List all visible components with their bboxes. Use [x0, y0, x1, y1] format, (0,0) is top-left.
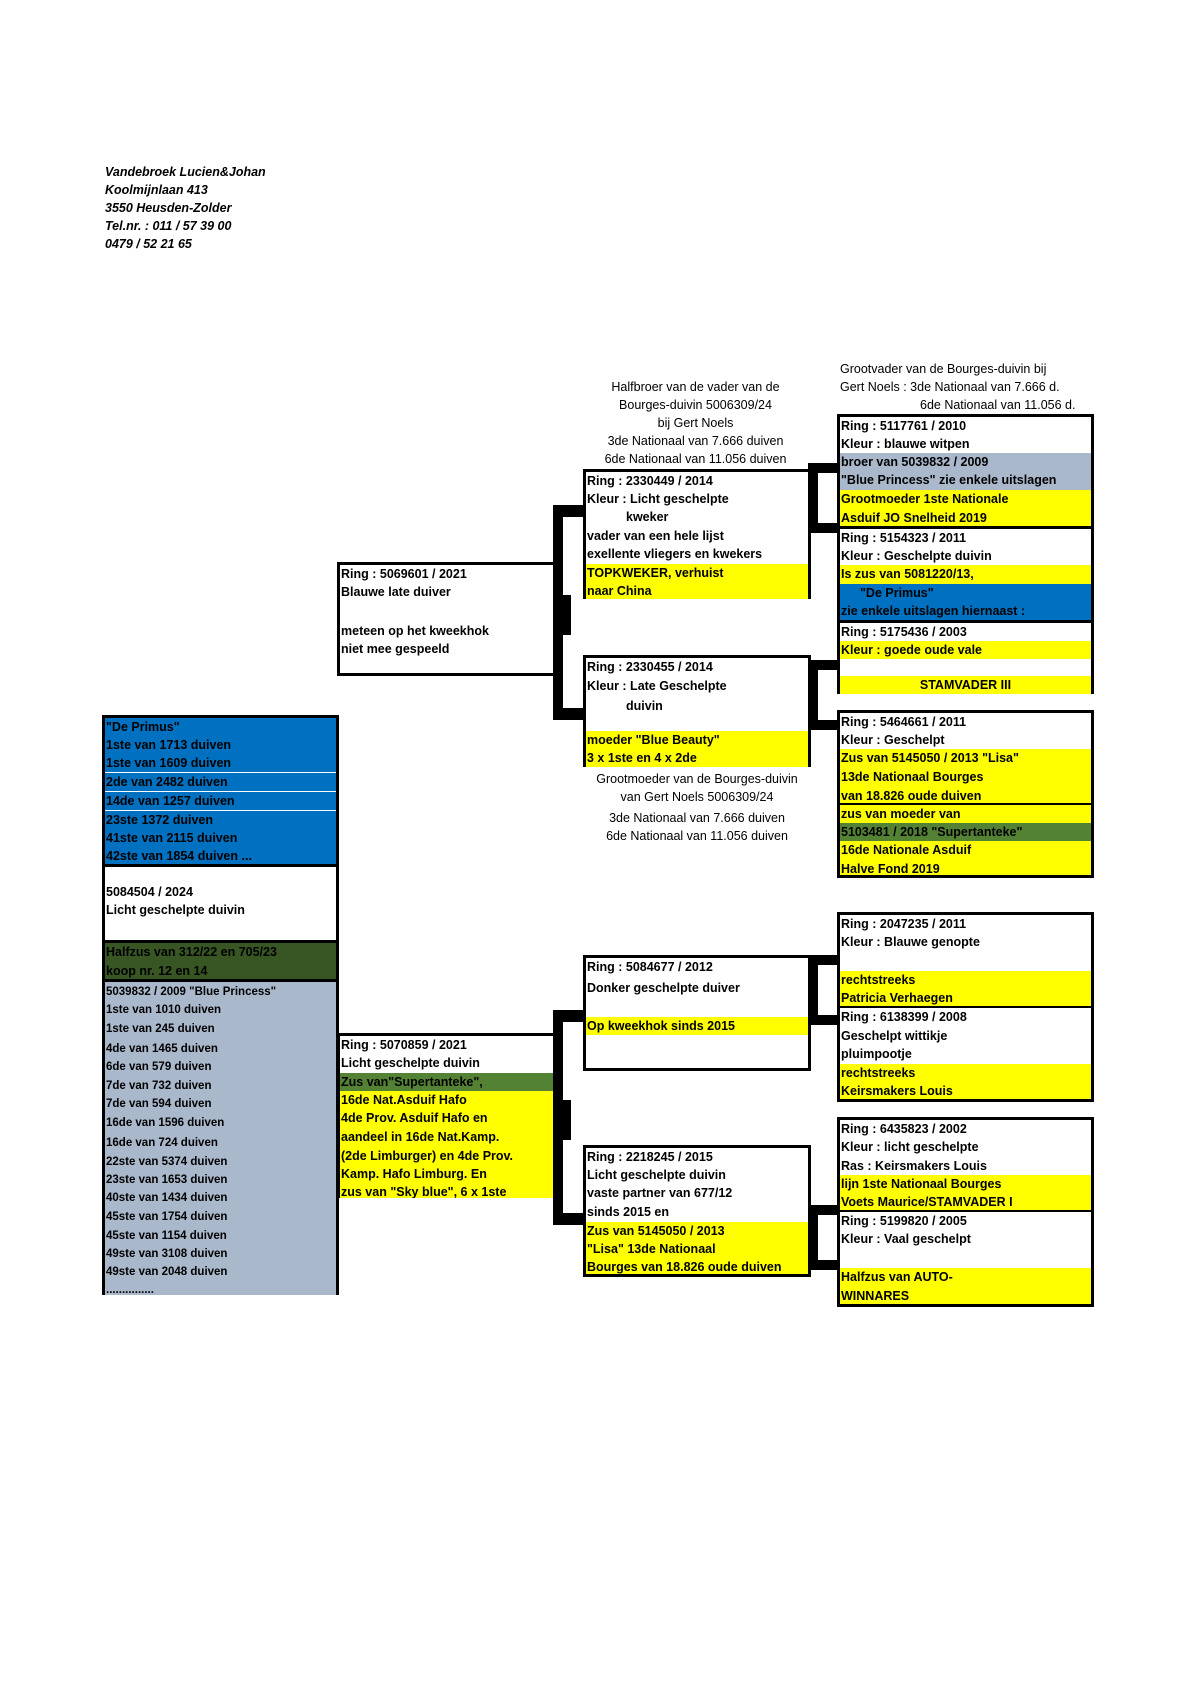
- ggp4-line: 13de Nationaal Bourges: [840, 768, 1091, 787]
- ggp4-line: 5103481 / 2018 "Supertanteke": [840, 823, 1091, 841]
- ggp2-line: Is zus van 5081220/13,: [840, 565, 1091, 584]
- relative-result: 45ste van 1154 duiven: [106, 1230, 227, 1242]
- note-line: van Gert Noels 5006309/24: [620, 790, 774, 804]
- gm2-line: "Lisa" 13de Nationaal: [586, 1240, 808, 1258]
- gm1-color: Kleur : Late Geschelpte: [587, 679, 727, 693]
- connector: [808, 1205, 840, 1215]
- subject-result: 23ste 1372 duiven: [105, 811, 336, 829]
- note-line: 6de Nationaal van 11.056 d.: [920, 398, 1076, 412]
- father-note: niet mee gespeeld: [341, 642, 450, 656]
- subject-result: 14de van 1257 duiven: [105, 792, 336, 810]
- father-note: meteen op het kweekhok: [341, 624, 489, 638]
- ggp4-line: van 18.826 oude duiven: [840, 787, 1091, 803]
- ggp8-ring: Ring : 5199820 / 2005: [841, 1214, 967, 1228]
- relative-result: 49ste van 2048 duiven: [106, 1266, 228, 1278]
- ggp6-color: pluimpootje: [841, 1047, 912, 1061]
- ggp2-line: "De Primus": [840, 584, 1091, 602]
- connector: [808, 660, 840, 670]
- ggp2-ring: Ring : 5154323 / 2011: [841, 531, 967, 545]
- relative-result: 49ste van 3108 duiven: [106, 1248, 228, 1260]
- ggp1-line: Asduif JO Snelheid 2019: [840, 509, 1091, 526]
- grandmother-paternal-card: [583, 655, 811, 767]
- note-line: 6de Nationaal van 11.056 duiven: [604, 452, 787, 466]
- ggp7-line: Ras : Keirsmakers Louis: [841, 1159, 987, 1173]
- gm2-color: Licht geschelpte duivin: [587, 1168, 726, 1182]
- gf1-color: kweker: [626, 510, 669, 524]
- gf1-color: Kleur : Licht geschelpte: [587, 492, 729, 506]
- ggp6-line: Keirsmakers Louis: [840, 1082, 1091, 1099]
- ggp1-line: "Blue Princess" zie enkele uitslagen: [840, 471, 1091, 490]
- connector: [553, 1213, 585, 1225]
- note-line: Gert Noels : 3de Nationaal van 7.666 d.: [840, 380, 1060, 394]
- connector: [808, 720, 840, 730]
- connector: [808, 523, 840, 533]
- mother-line: 4de Prov. Asduif Hafo en: [340, 1109, 553, 1128]
- gm1-line: moeder "Blue Beauty": [586, 731, 808, 749]
- ggp8-line: WINNARES: [840, 1287, 1091, 1304]
- ggp1-note: [840, 360, 1100, 414]
- grandmother-maternal-card: [583, 1145, 811, 1277]
- mother-ring: Ring : 5070859 / 2021: [341, 1038, 467, 1052]
- subject-result: 41ste van 2115 duiven: [105, 829, 336, 847]
- subject-color: Licht geschelpte duivin: [106, 903, 245, 917]
- subject-card: [102, 715, 339, 1295]
- ggp8-color: Kleur : Vaal geschelpt: [841, 1232, 971, 1246]
- relative-result: 1ste van 1010 duiven: [106, 1004, 222, 1016]
- gf1-line: vader van een hele lijst: [587, 529, 724, 543]
- grandfather-paternal-card: [583, 469, 811, 599]
- owner-mobile: 0479 / 52 21 65: [105, 237, 192, 251]
- note-line: bij Gert Noels: [657, 416, 734, 430]
- gm2-line: sinds 2015 en: [587, 1205, 669, 1219]
- gf1-line: TOPKWEKER, verhuist: [586, 564, 808, 582]
- great-grandparents-block-2: [837, 710, 1094, 878]
- gf1-note: [583, 378, 808, 468]
- owner-phone: Tel.nr. : 011 / 57 39 00: [105, 219, 232, 233]
- grandfather-maternal-card: [583, 955, 811, 1071]
- gf1-line: exellente vliegers en kwekers: [587, 547, 763, 561]
- connector: [808, 1015, 840, 1025]
- note-line: 6de Nationaal van 11.056 duiven: [606, 829, 788, 843]
- owner-name: Vandebroek Lucien&Johan: [105, 165, 266, 179]
- mother-line: Zus van"Supertanteke",: [340, 1073, 553, 1091]
- ggp3-ring: Ring : 5175436 / 2003: [841, 625, 967, 639]
- ggp6-ring: Ring : 6138399 / 2008: [841, 1010, 967, 1024]
- mother-line: 16de Nat.Asduif Hafo: [340, 1091, 553, 1109]
- connector: [808, 955, 840, 965]
- ggp4-ring: Ring : 5464661 / 2011: [841, 715, 967, 729]
- ggp2-line: zie enkele uitslagen hiernaast :: [840, 602, 1091, 620]
- relative-result: 7de van 732 duiven: [106, 1080, 212, 1092]
- owner-address: [105, 163, 266, 253]
- note-line: Grootvader van de Bourges-duivin bij: [840, 362, 1047, 376]
- ggp5-line: Patricia Verhaegen: [840, 989, 1091, 1006]
- relative-result: 16de van 1596 duiven: [106, 1117, 225, 1129]
- subject-result: 1ste van 1713 duiven: [105, 736, 336, 754]
- relative-result: 7de van 594 duiven: [106, 1098, 212, 1110]
- ggp4-line: Zus van 5145050 / 2013 "Lisa": [840, 749, 1091, 768]
- ggp7-line: Voets Maurice/STAMVADER I: [840, 1193, 1091, 1210]
- gf2-color: Donker geschelpte duiver: [587, 981, 740, 995]
- mother-color: Licht geschelpte duivin: [341, 1056, 480, 1070]
- ggp1-line: broer van 5039832 / 2009: [840, 453, 1091, 471]
- ggp7-color: Kleur : licht geschelpte: [841, 1140, 979, 1154]
- gm1-line: 3 x 1ste en 4 x 2de: [586, 749, 808, 767]
- relative-result: 16de van 724 duiven: [106, 1137, 218, 1149]
- relative-result: ...............: [106, 1284, 154, 1296]
- connector: [553, 1010, 585, 1022]
- gf2-line: Op kweekhok sinds 2015: [586, 1017, 808, 1035]
- ggp3-line: STAMVADER III: [840, 676, 1091, 694]
- gm2-line: Zus van 5145050 / 2013: [586, 1222, 808, 1240]
- relative-result: 6de van 579 duiven: [106, 1061, 212, 1073]
- ggp4-line: 16de Nationale Asduif: [840, 841, 1091, 860]
- ggp4-line: zus van moeder van: [840, 805, 1091, 823]
- mother-line: (2de Limburger) en 4de Prov.: [340, 1147, 553, 1165]
- gm2-ring: Ring : 2218245 / 2015: [587, 1150, 713, 1164]
- great-grandparents-block-3: [837, 912, 1094, 1102]
- father-color: Blauwe late duiver: [341, 585, 451, 599]
- subject-result: 42ste van 1854 duiven ...: [105, 847, 336, 864]
- note-line: Halfbroer van de vader van de: [611, 380, 780, 394]
- subject-result: 1ste van 1609 duiven: [105, 754, 336, 772]
- note-line: Bourges-duivin 5006309/24: [619, 398, 772, 412]
- relative-result: 23ste van 1653 duiven: [106, 1174, 228, 1186]
- relative-result: 1ste van 245 duiven: [106, 1023, 215, 1035]
- great-grandparents-block-4: [837, 1117, 1094, 1307]
- ggp1-ring: Ring : 5117761 / 2010: [841, 419, 967, 433]
- ggp5-color: Kleur : Blauwe genopte: [841, 935, 980, 949]
- ggp8-line: Halfzus van AUTO-: [840, 1268, 1091, 1287]
- subject-note: Halfzus van 312/22 en 705/23: [105, 943, 336, 962]
- gf1-line: naar China: [586, 582, 808, 599]
- subject-ring: 5084504 / 2024: [106, 885, 193, 899]
- connector: [553, 708, 585, 720]
- gm1-note: [583, 770, 811, 845]
- ggp4-color: Kleur : Geschelpt: [841, 733, 945, 747]
- father-ring: Ring : 5069601 / 2021: [341, 567, 467, 581]
- ggp3-color: Kleur : goede oude vale: [840, 641, 1091, 659]
- relative-result: 22ste van 5374 duiven: [106, 1156, 228, 1168]
- connector: [553, 505, 585, 517]
- great-grandparents-block-1: [837, 414, 1094, 694]
- mother-line: aandeel in 16de Nat.Kamp.: [340, 1128, 553, 1147]
- father-card: [337, 562, 556, 676]
- gm1-ring: Ring : 2330455 / 2014: [587, 660, 713, 674]
- ggp6-color: Geschelpt wittikje: [841, 1029, 948, 1043]
- ggp7-ring: Ring : 6435823 / 2002: [841, 1122, 967, 1136]
- note-line: 3de Nationaal van 7.666 duiven: [609, 811, 785, 825]
- gm2-line: vaste partner van 677/12: [587, 1186, 733, 1200]
- ggp5-ring: Ring : 2047235 / 2011: [841, 917, 967, 931]
- subject-note: koop nr. 12 en 14: [105, 962, 336, 979]
- gf2-ring: Ring : 5084677 / 2012: [587, 960, 713, 974]
- relative-title: 5039832 / 2009 "Blue Princess": [106, 986, 277, 998]
- relative-result: 40ste van 1434 duiven: [106, 1192, 228, 1204]
- relative-block: [105, 982, 336, 1295]
- ggp1-color: Kleur : blauwe witpen: [841, 437, 970, 451]
- gf1-ring: Ring : 2330449 / 2014: [587, 474, 713, 488]
- mother-line: zus van "Sky blue", 6 x 1ste: [340, 1183, 553, 1198]
- connector: [808, 1260, 840, 1270]
- relative-result: 4de van 1465 duiven: [106, 1043, 218, 1055]
- subject-result: 2de van 2482 duiven: [105, 773, 336, 791]
- ggp7-line: lijn 1ste Nationaal Bourges: [840, 1175, 1091, 1193]
- gm1-color: duivin: [626, 699, 663, 713]
- mother-card: [337, 1033, 556, 1198]
- relative-result: 45ste van 1754 duiven: [106, 1211, 228, 1223]
- owner-city: 3550 Heusden-Zolder: [105, 201, 232, 215]
- note-line: 3de Nationaal van 7.666 duiven: [607, 434, 784, 448]
- ggp2-color: Kleur : Geschelpte duivin: [841, 549, 992, 563]
- connector: [808, 463, 840, 473]
- ggp1-line: Grootmoeder 1ste Nationale: [840, 490, 1091, 509]
- ggp6-line: rechtstreeks: [840, 1064, 1091, 1082]
- gm2-line: Bourges van 18.826 oude duiven: [586, 1258, 808, 1274]
- note-line: Grootmoeder van de Bourges-duivin: [596, 772, 798, 786]
- ggp5-line: rechtstreeks: [840, 971, 1091, 989]
- ggp4-line: Halve Fond 2019: [840, 860, 1091, 875]
- subject-nickname: "De Primus": [105, 718, 336, 736]
- mother-line: Kamp. Hafo Limburg. En: [340, 1165, 553, 1183]
- owner-street: Koolmijnlaan 413: [105, 183, 208, 197]
- divider: [105, 864, 336, 867]
